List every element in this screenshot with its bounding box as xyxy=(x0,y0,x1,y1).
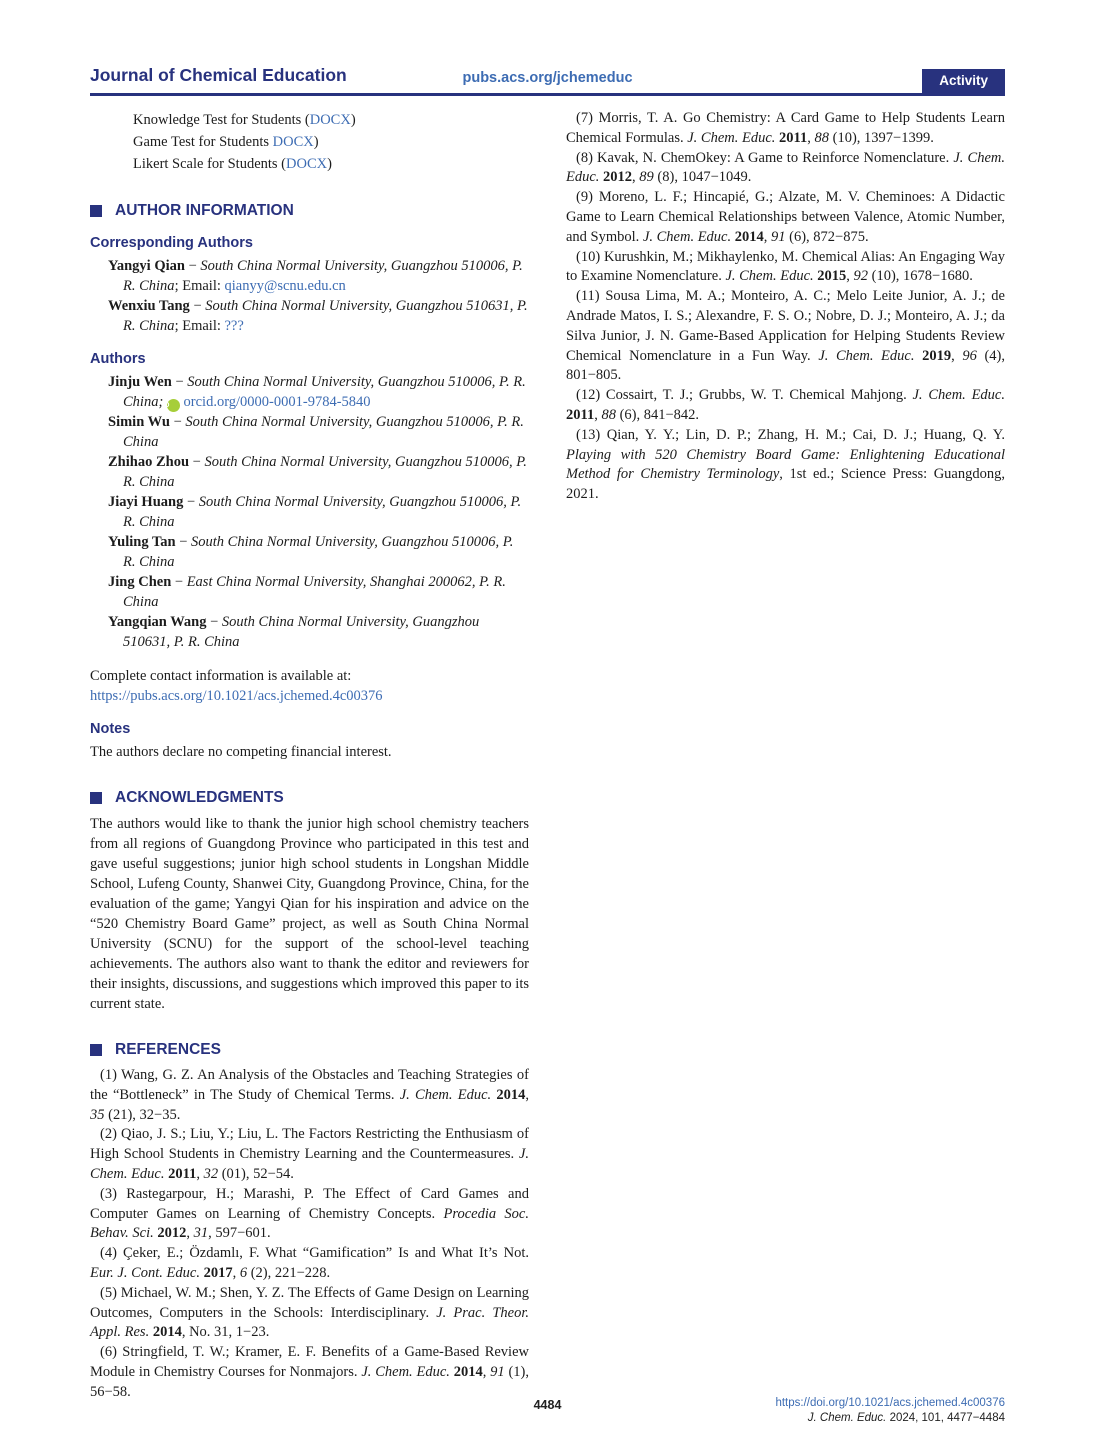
supporting-item: Game Test for Students DOCX) xyxy=(133,134,319,150)
text-segment: 32 xyxy=(203,1165,219,1182)
text-segment: 6 xyxy=(239,1264,248,1281)
page-footer xyxy=(90,1396,1005,1426)
text-segment: (3) Rastegarpour, H.; Marashi, P. The Effect of Card Games and Computer Games on Learning of Chemistry Concepts. xyxy=(90,1185,529,1222)
left-column xyxy=(90,109,529,1403)
subheading-corresponding-authors: Corresponding Authors xyxy=(90,235,253,251)
notes-text: The authors declare no competing financial interest. xyxy=(90,744,392,760)
author-affiliation: South China Normal University, Guangzhou 510006, P. R. China xyxy=(123,414,524,450)
text-segment: J. Chem. Educ. xyxy=(912,387,1005,404)
author-name: Wenxiu Tang xyxy=(108,298,190,314)
docx-link[interactable]: DOCX xyxy=(272,134,314,150)
section-marker-square-icon xyxy=(90,1044,102,1056)
supporting-information-list xyxy=(90,109,529,175)
text-segment: 91 xyxy=(490,1363,505,1380)
text-segment: (1), 56−58. xyxy=(90,1363,529,1400)
text-segment: (1) Wang, G. Z. An Analysis of the Obstacles and Teaching Strategies of the “Bottleneck” in The Study of Chemical Terms. xyxy=(90,1067,529,1103)
references-list-right xyxy=(566,109,1005,505)
journal-citation xyxy=(808,1412,1005,1424)
text-segment: , xyxy=(186,1225,194,1242)
text-segment: (6), 872−875. xyxy=(785,228,869,245)
author-affiliation: South China Normal University, Guangzhou 510006, P. R. China xyxy=(123,494,522,530)
text-segment: 2012 xyxy=(157,1225,187,1242)
text-segment: 2014 xyxy=(453,1363,483,1380)
text-segment: (13) Qian, Y. Y.; Lin, D. P.; Zhang, H. M.; Cai, D. J.; Huang, Q. Y. xyxy=(576,426,1005,443)
reference-item xyxy=(90,1284,529,1343)
author-affiliation: South China Normal University, Guangzhou 510631, P. R. China xyxy=(123,614,480,650)
text-segment: J. Chem. Educ. xyxy=(725,268,818,285)
text-segment: 91 xyxy=(771,228,786,245)
section-heading-references xyxy=(90,1041,529,1059)
text-segment: , xyxy=(807,129,815,146)
text-segment: J. Chem. Educ. xyxy=(642,228,735,245)
text-segment: , xyxy=(594,406,602,423)
text-segment: (5) Michael, W. M.; Shen, Y. Z. The Effects of Game Design on Learning Outcomes, Computers in the Schools: Interdisciplinary. xyxy=(90,1284,529,1321)
subheading-notes: Notes xyxy=(90,721,131,737)
text-segment: 88 xyxy=(814,129,829,146)
text-segment: 2011 xyxy=(566,406,595,423)
text-segment: (10), 1397−1399. xyxy=(828,129,934,146)
corresponding-authors-list xyxy=(90,256,529,336)
text-segment: 96 xyxy=(962,347,977,364)
author-entry: Yuling Tan − South China Normal University, Guangzhou 510006, P. R. China xyxy=(108,534,514,570)
two-column-body xyxy=(90,109,1005,1403)
text-segment: , xyxy=(525,1086,529,1103)
reference-item xyxy=(566,248,1005,288)
section-marker-square-icon xyxy=(90,792,102,804)
page-number: 4484 xyxy=(533,1398,562,1412)
text-segment: , xyxy=(232,1264,240,1281)
author-email-link[interactable]: qianyy@scnu.edu.cn xyxy=(224,278,346,294)
section-heading-label: REFERENCES xyxy=(115,1041,221,1058)
reference-item xyxy=(566,188,1005,247)
text-segment: 2017 xyxy=(203,1264,233,1281)
text-segment: J. Chem. Educ. xyxy=(818,347,923,364)
text-segment: Playing with 520 Chemistry Board Game: Enlightening Educational Method for Chemistry Terminology xyxy=(566,446,1005,483)
text-segment: J. Prac. Theor. Appl. Res. xyxy=(90,1304,529,1341)
author-name: Yuling Tan xyxy=(108,534,176,550)
text-segment: , xyxy=(846,268,854,285)
text-segment: (11) Sousa Lima, M. A.; Monteiro, A. C.; Melo Leite Junior, A. J.; de Andrade Matos, I. S.; Alexandre, F. S. O.; Nobre, D. J.; Monteiro, A. J.; da Silva Junior, J. N. Game-Based Application for Helping Students Review Chemical Nomenclature in a Fun Way. xyxy=(566,288,1005,364)
subheading-authors: Authors xyxy=(90,351,146,367)
text-segment: (10) Kurushkin, M.; Mikhaylenko, M. Chemical Alias: An Engaging Way to Examine Nomenclature. xyxy=(566,248,1005,285)
author-name: Yangqian Wang xyxy=(108,614,207,630)
author-entry: Zhihao Zhou − South China Normal University, Guangzhou 510006, P. R. China xyxy=(108,454,527,490)
section-heading-label: AUTHOR INFORMATION xyxy=(115,202,294,219)
text-segment: J. Chem. Educ. xyxy=(90,1146,529,1182)
author-email-link[interactable]: ??? xyxy=(224,318,244,334)
author-entry: Wenxiu Tang − South China Normal University, Guangzhou 510631, P. R. China; Email: ??? xyxy=(108,298,528,334)
text-segment: 2024, 101, 4477−4484 xyxy=(889,1412,1005,1424)
journal-site-link[interactable]: pubs.acs.org/jchemeduc xyxy=(462,70,633,86)
reference-item xyxy=(566,287,1005,386)
author-entry: Yangyi Qian − South China Normal University, Guangzhou 510006, P. R. China; Email: qianyy@scnu.edu.cn xyxy=(108,258,523,294)
author-affiliation: East China Normal University, Shanghai 200062, P. R. China xyxy=(123,574,506,610)
text-segment: Eur. J. Cont. Educ. xyxy=(90,1264,204,1281)
text-segment: , xyxy=(196,1165,204,1182)
author-name: Zhihao Zhou xyxy=(108,454,190,470)
text-segment: , 597−601. xyxy=(208,1225,271,1242)
author-entry: Jiayi Huang − South China Normal University, Guangzhou 510006, P. R. China xyxy=(108,494,522,530)
text-segment: Procedia Soc. Behav. Sci. xyxy=(90,1205,529,1242)
author-name: Jinju Wen xyxy=(108,374,172,390)
text-segment: (7) Morris, T. A. Go Chemistry: A Card Game to Help Students Learn Chemical Formulas. xyxy=(566,110,1005,146)
text-segment: , xyxy=(763,228,771,245)
docx-link[interactable]: DOCX xyxy=(286,156,328,172)
text-segment: (21), 32−35. xyxy=(104,1106,181,1123)
text-segment: J. Chem. Educ. xyxy=(566,149,1005,186)
text-segment: (01), 52−54. xyxy=(218,1165,294,1182)
author-entry: Jing Chen − East China Normal University, Shanghai 200062, P. R. China xyxy=(108,574,506,610)
author-name: Simin Wu xyxy=(108,414,170,430)
text-segment: (8), 1047−1049. xyxy=(653,169,752,186)
text-segment: , 1st ed.; Science Press: Guangdong, 2021. xyxy=(566,466,1005,503)
contact-note: Complete contact information is available at: xyxy=(90,668,352,684)
text-segment: (4), 801−805. xyxy=(566,347,1006,384)
page-header xyxy=(90,58,1005,96)
text-segment: (8) Kavak, N. ChemOkey: A Game to Reinforce Nomenclature. xyxy=(576,149,954,166)
reference-item xyxy=(90,1066,529,1125)
reference-item xyxy=(90,1125,529,1184)
text-segment: (2) Qiao, J. S.; Liu, Y.; Liu, L. The Factors Restricting the Enthusiasm of High School Students in Chemistry Learning and the Countermeasures. xyxy=(90,1126,529,1163)
reference-item xyxy=(90,1185,529,1244)
text-segment: J. Chem. Educ. xyxy=(807,1412,890,1424)
author-entry: Yangqian Wang − South China Normal University, Guangzhou 510631, P. R. China xyxy=(108,614,480,650)
text-segment: (2), 221−228. xyxy=(247,1264,331,1281)
references-list-left xyxy=(90,1066,529,1403)
journal-title: Journal of Chemical Education xyxy=(90,65,347,85)
orcid-icon: iD xyxy=(167,399,180,412)
reference-item xyxy=(566,109,1005,149)
text-segment: 2014 xyxy=(496,1086,526,1103)
acknowledgments-text: The authors would like to thank the junior high school chemistry teachers from all regions of Guangdong Province who participated in this test and gave useful suggestions; junior high school students in Longshan Middle School, Lufeng County, Shanwei City, Guangdong Province, China, for the evaluation of the game; Yangyi Qian for his inspiration and advice on the “520 Chemistry Board Game” project, as well as South China Normal University (SCNU) for the support of the school-level teaching achievements. The authors also want to thank the editor and reviewers for their insights, discussions, and suggestions which improved this paper to its current state. xyxy=(90,816,530,1012)
text-segment: 89 xyxy=(639,169,654,186)
text-segment: 35 xyxy=(90,1106,105,1123)
text-segment: , xyxy=(632,169,640,186)
reference-item xyxy=(566,426,1005,505)
supporting-item: Likert Scale for Students (DOCX) xyxy=(133,156,332,172)
doi-link[interactable]: https://doi.org/10.1021/acs.jchemed.4c00376 xyxy=(775,1397,1005,1409)
text-segment: 2012 xyxy=(603,169,633,186)
text-segment: (10), 1678−1680. xyxy=(868,268,973,285)
text-segment: J. Chem. Educ. xyxy=(399,1086,497,1103)
text-segment: 92 xyxy=(853,268,869,285)
author-affiliation: South China Normal University, Guangzhou 510006, P. R. China xyxy=(123,258,523,294)
text-segment: (6) Stringfield, T. W.; Kramer, E. F. Benefits of a Game-Based Review Module in Chemistry Courses for Nonmajors. xyxy=(90,1344,529,1380)
text-segment: (4) Çeker, E.; Özdamlı, F. What “Gamification” Is and What It’s Not. xyxy=(100,1245,529,1262)
contact-info-link[interactable]: https://pubs.acs.org/10.1021/acs.jchemed.4c00376 xyxy=(90,688,383,704)
text-segment: 2014 xyxy=(152,1324,182,1341)
text-segment: 88 xyxy=(601,406,616,423)
section-heading-author-information xyxy=(90,202,529,220)
author-entry: Jinju Wen − South China Normal University, Guangzhou 510006, P. R. China; iD orcid.org/0000-0001-9784-5840 xyxy=(108,374,526,410)
orcid-link[interactable]: orcid.org/0000-0001-9784-5840 xyxy=(183,394,371,410)
reference-item xyxy=(566,386,1005,426)
text-segment: (9) Moreno, L. F.; Hincapié, G.; Alzate, M. V. Cheminoes: A Didactic Game to Learn Chemical Relationships between Valence, Atomic Number, and Symbol. xyxy=(566,189,1005,245)
author-entry: Simin Wu − South China Normal University, Guangzhou 510006, P. R. China xyxy=(108,414,524,450)
supporting-item: Knowledge Test for Students (DOCX) xyxy=(133,112,356,128)
text-segment: J. Chem. Educ. xyxy=(687,129,780,146)
section-marker-square-icon xyxy=(90,205,102,217)
text-segment: 2011 xyxy=(168,1165,197,1182)
reference-item xyxy=(566,149,1005,189)
author-affiliation: South China Normal University, Guangzhou 510631, P. R. China xyxy=(123,298,528,334)
text-segment: 2011 xyxy=(779,129,808,146)
text-segment: J. Chem. Educ. xyxy=(361,1363,454,1380)
section-heading-label: ACKNOWLEDGMENTS xyxy=(115,789,284,806)
text-segment: , xyxy=(951,347,963,364)
docx-link[interactable]: DOCX xyxy=(309,112,351,128)
author-affiliation: South China Normal University, Guangzhou 510006, P. R. China xyxy=(123,454,527,490)
reference-item xyxy=(90,1244,529,1284)
author-name: Yangyi Qian xyxy=(108,258,185,274)
text-segment: (6), 841−842. xyxy=(615,406,700,423)
text-segment: (12) Cossairt, T. J.; Grubbs, W. T. Chemical Mahjong. xyxy=(576,387,913,404)
text-segment: 2019 xyxy=(922,347,952,364)
text-segment: , No. 31, 1−23. xyxy=(181,1324,270,1341)
authors-list xyxy=(90,372,529,652)
right-column xyxy=(566,109,1005,1403)
text-segment: 2014 xyxy=(734,228,764,245)
author-name: Jing Chen xyxy=(108,574,172,590)
author-affiliation: South China Normal University, Guangzhou 510006, P. R. China; xyxy=(123,374,526,410)
text-segment: 31 xyxy=(193,1225,209,1242)
text-segment: 2015 xyxy=(817,268,847,285)
author-name: Jiayi Huang xyxy=(108,494,184,510)
reference-item xyxy=(90,1343,529,1402)
author-affiliation: South China Normal University, Guangzhou 510006, P. R. China xyxy=(123,534,514,570)
article-type-badge: Activity xyxy=(922,69,1005,93)
text-segment: , xyxy=(482,1363,491,1380)
section-heading-acknowledgments xyxy=(90,789,529,807)
contact-info-block xyxy=(90,666,529,706)
